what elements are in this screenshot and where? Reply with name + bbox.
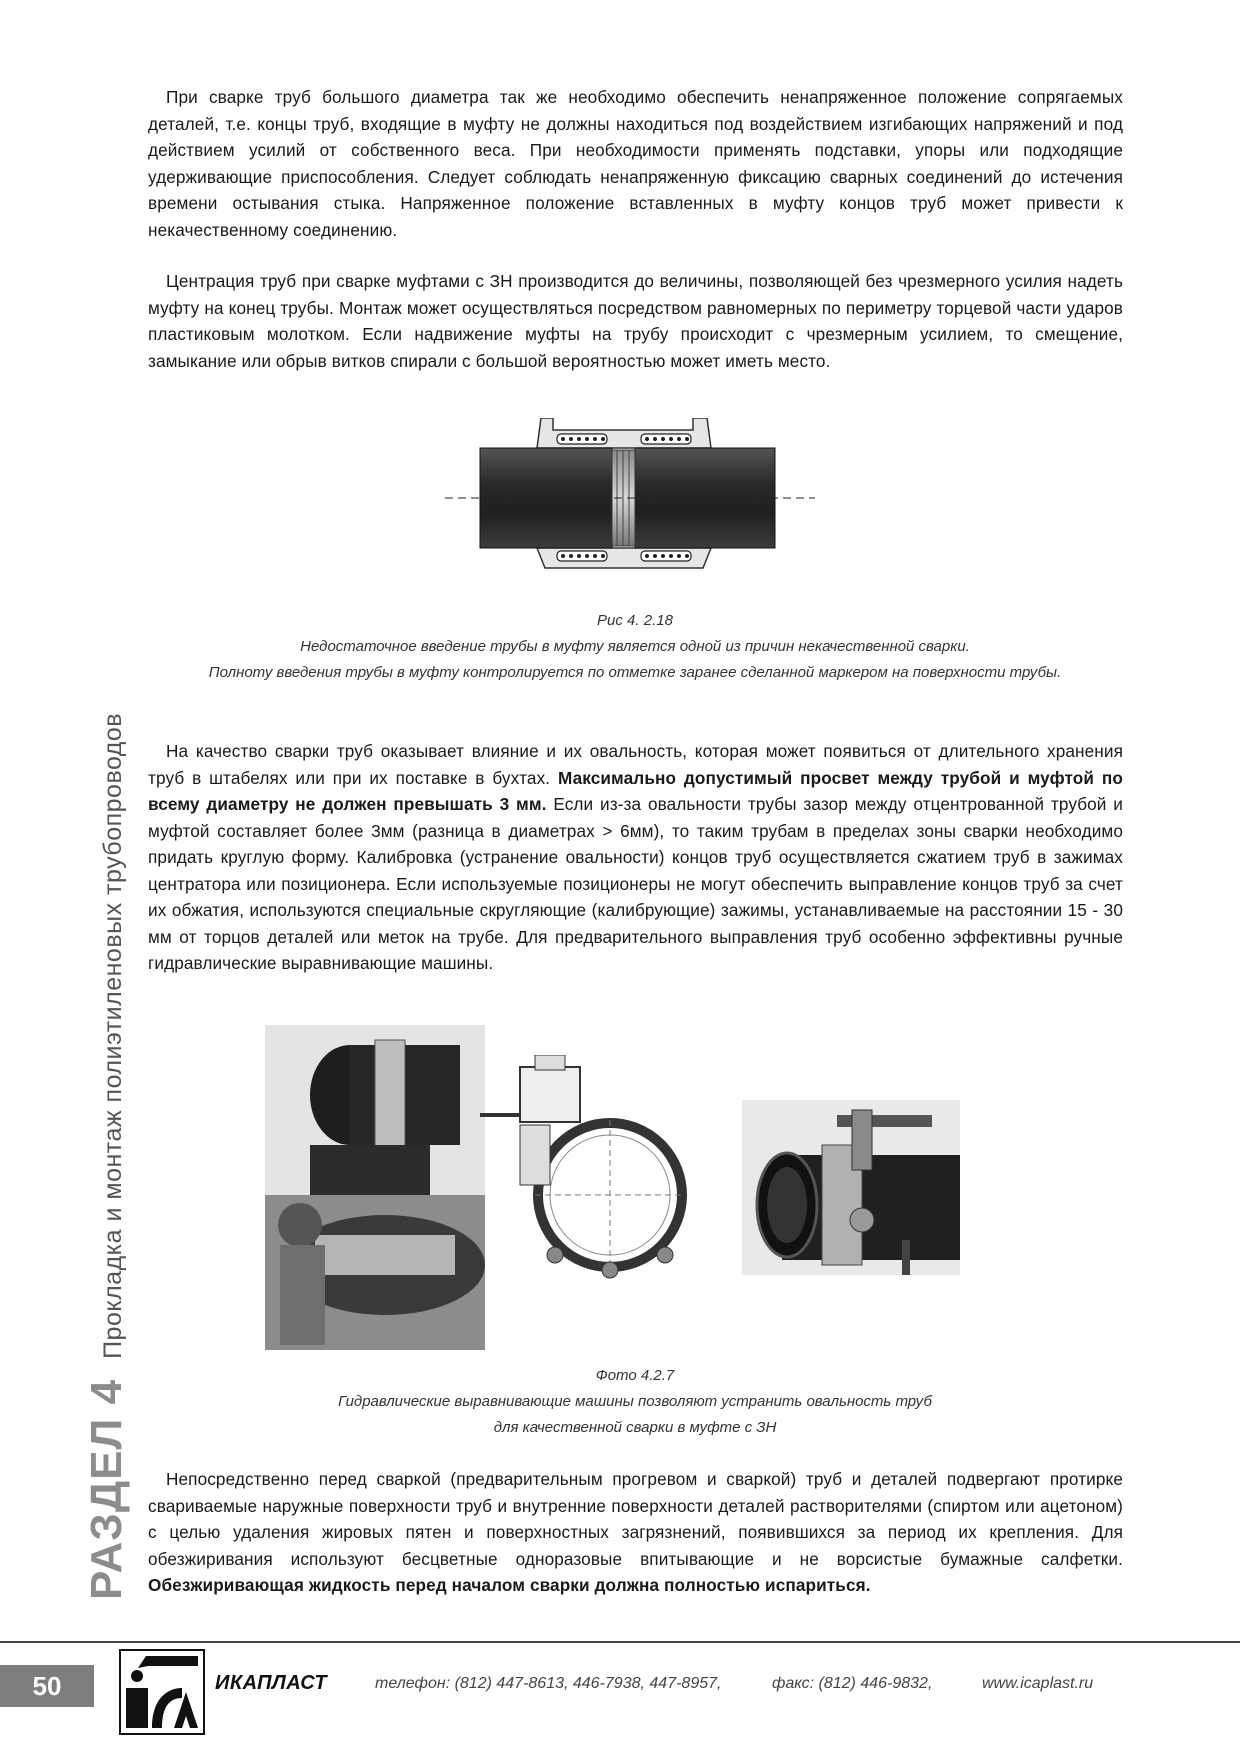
footer-phone: телефон: (812) 447-8613, 446-7938, 447-8957,: [375, 1675, 722, 1692]
degreasing-bold: Обезжиривающая жидкость перед началом сварки должна полностью испариться.: [148, 1575, 871, 1595]
footer-website[interactable]: www.icaplast.ru: [982, 1675, 1094, 1692]
figure-caption-line1: Недостаточное введение трубы в муфту является одной из причин некачественной сварки.: [300, 638, 970, 655]
paragraph-degreasing: [148, 1466, 1123, 1599]
page-number: 50: [0, 1665, 94, 1707]
max-gap-bold: Максимально допустимый просвет между трубой и муфтой по всему диаметру не должен превышать 3 мм.: [148, 767, 1123, 814]
footer-fax: факс: (812) 446-9832,: [772, 1675, 933, 1692]
section-title: Прокладка и монтаж полиэтиленовых трубопроводов: [99, 712, 127, 1359]
ovality-text-end: Если из-за овальности трубы зазор между отцентрованной трубой и муфтой составляет более 3мм (разница в диаметрах > 6мм), то таким трубам в пределах зоны сварки необходимо придать круглую форму. Калибровка (устранение овальности) концов труб осуществляется сжатием труб в зажимах центратора или позиционера. Если используемые позиционеры не могут обеспечить выправление концов труб за счет их обжатия, используются специальные скругляющие (калибрующие) зажимы, устанавливаемые на расстоянии 15 - 30 мм от торцов деталей или меток на трубе. Для предварительного выправления труб особенно эффективны ручные гидравлические выравнивающие машины.: [148, 794, 1123, 973]
photo-caption-line2: для качественной сварки в муфте с ЗН: [493, 1419, 777, 1436]
paragraph-ovality: [148, 738, 1123, 977]
section-sidebar: [82, 713, 132, 1600]
figure-caption-line2: Полноту введения трубы в муфту контролируется по отметке заранее сделанной маркером на поверхности трубы.: [208, 664, 1062, 681]
field-welding-photo: [265, 1025, 485, 1350]
section-number: РАЗДЕЛ 4: [82, 1378, 131, 1600]
photo-caption: [140, 1363, 1130, 1441]
brand-name: ИКАПЛАСТ: [215, 1672, 328, 1694]
footer-divider: [0, 1641, 1240, 1643]
photo-label: Фото 4.2.7: [595, 1367, 675, 1384]
hydraulic-machine-photo: [742, 1100, 960, 1275]
figure-caption: [140, 608, 1130, 686]
photo-caption-line1: Гидравлические выравнивающие машины позволяют устранить овальность труб: [338, 1393, 932, 1410]
ovality-text-start: На качество сварки труб оказывает влияние и их овальность, которая может появиться от длительного хранения труб в штабелях или при их поставке в бухтах.: [148, 741, 1123, 788]
figure-label: Рис 4. 2.18: [597, 612, 673, 629]
paragraph-centering: Центрация труб при сварке муфтами с ЗН производится до величины, позволяющей без чрезмерного усилия надеть муфту на конец трубы. Монтаж может осуществляться посредством равномерных по периметру торцевой части ударов пластиковым молотком. Если надвижение муфты на трубу происходит с чрезмерным усилием, то смещение, замыкание или обрыв витков спирали с большой вероятностью может иметь место.: [148, 271, 1123, 371]
icaplast-logo: [118, 1648, 206, 1736]
paragraph-stress-free: При сварке труб большого диаметра так же необходимо обеспечить ненапряженное положение сопрягаемых деталей, т.е. концы труб, входящие в муфту не должны находиться под воздействием изгибающих напряжений и под действием усилий от собственного веса. При необходимости применять подставки, упоры или подходящие удерживающие приспособления. Следует соблюдать ненапряженную фиксацию сварных соединений до истечения времени остывания стыка. Напряженное положение вставленных в муфту концов труб может привести к некачественному соединению.: [148, 87, 1123, 240]
coupling-section-diagram: [445, 418, 815, 588]
clamp-line-drawing: [480, 1055, 710, 1300]
degreasing-text: Непосредственно перед сваркой (предварительным прогревом и сваркой) труб и деталей подвергают протирке свариваемые наружные поверхности труб и внутренние поверхности деталей растворителями (спиртом или ацетоном) с целью удаления жировых пятен и поверхностных загрязнений, появившихся за период их крепления. Для обезжиривания используют бесцветные одноразовые впитывающие и не ворсистые бумажные салфетки.: [148, 1469, 1123, 1569]
